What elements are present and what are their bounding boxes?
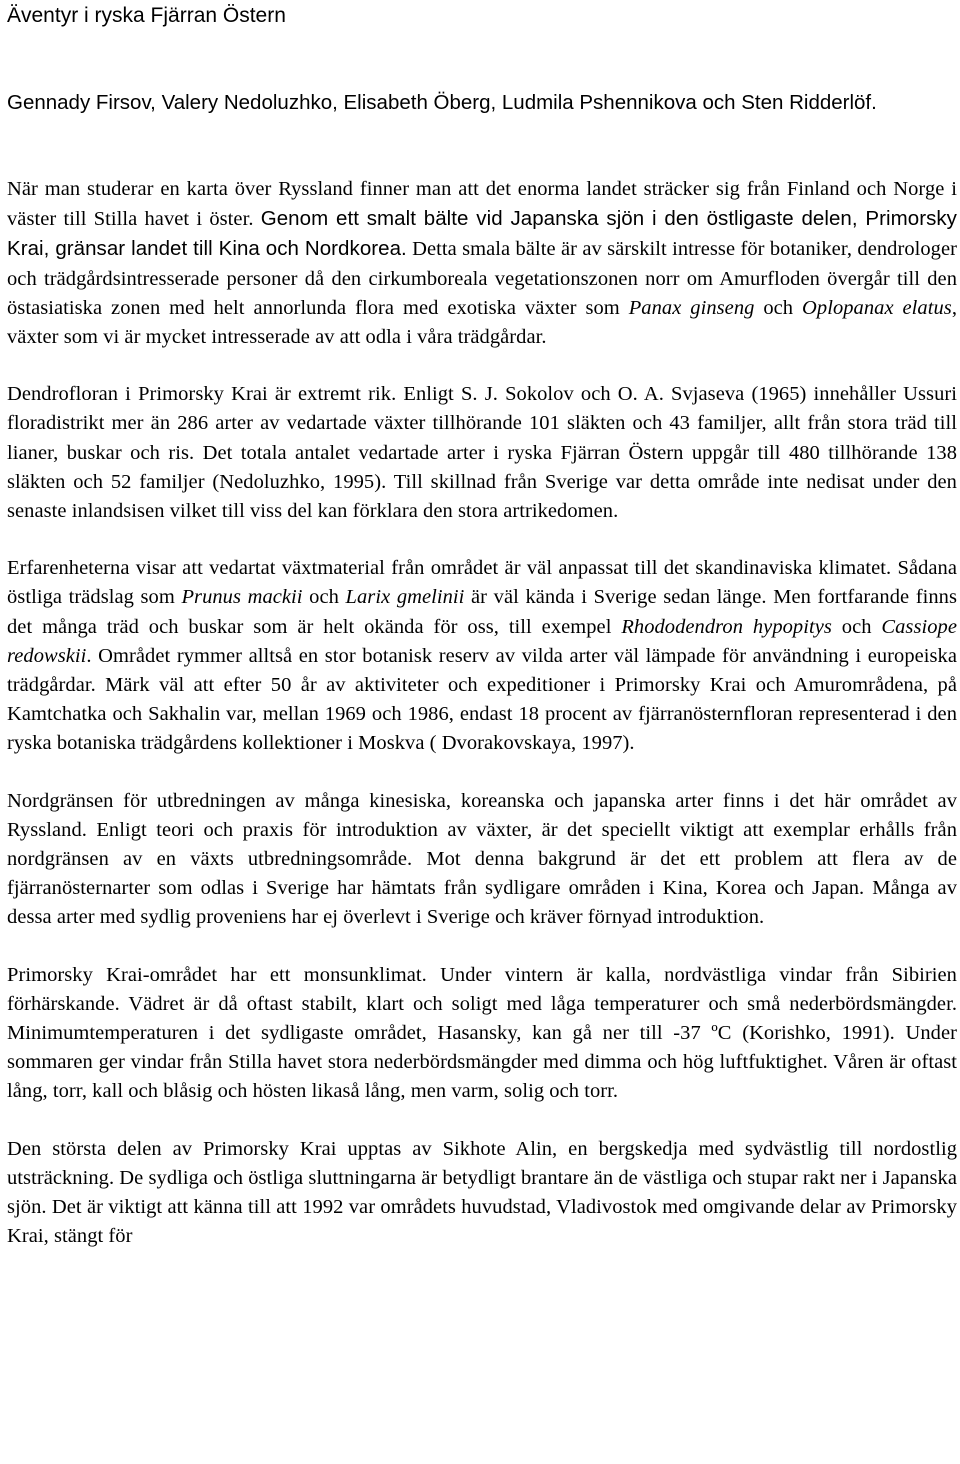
document-title: Äventyr i ryska Fjärran Östern [7,4,286,27]
paragraph-experience-part-a: Erfarenheterna visar att vedartat växtmaterial från området är väl anpassat till det skandinaviska klimatet. Sådana östliga trädslag som [7,557,957,609]
paragraph-intro [7,175,957,352]
paragraph-intro-part-a: När man studerar en karta över Ryssland finner man att det enorma landet sträcker sig från Finland och Norge i väster till Stilla havet i öster. [7,178,957,231]
paragraph-experience [7,554,957,758]
paragraph-intro-part-c: Detta smala bälte är av särskilt intresse för botaniker, dendrologer och trädgårdsintresserade personer då den cirkumboreala vegetationszonen norr om Amurfloden övergår till den östasiatiska zonen med helt annorlunda flora med exotiska växter som [7,238,957,319]
paragraph-dendroflora: Dendrofloran i Primorsky Krai är extremt rik. Enligt S. J. Sokolov och O. A. Svjaseva (1965) innehåller Ussuri floradistrikt mer än 286 arter av vedartade växter tillhörande 101 släkten och 43 familjer, allt från stora träd till lianer, buskar och ris. Det totala antalet vedartade arter i ryska Fjärran Östern uppgår till 480 tillhörande 138 släkten och 52 familjer (Nedoluzhko, 1995). Till skillnad från Sverige var detta område inte nedisat under den senaste inlandsisen vilket till viss del kan förklara den stora artrikedomen. [7,383,957,523]
paragraph-intro-part-e: , växter som vi är mycket intresserade av att odla i våra trädgårdar. [7,296,957,349]
paragraph-sikhote-alin: Den största delen av Primorsky Krai upptas av Sikhote Alin, en bergskedja med sydvästlig till nordostlig utsträckning. De sydliga och östliga sluttningarna är betydligt brantare än de västliga och stupar rakt ner i Japanska sjön. Det är viktigt att känna till att 1992 var områdets huvudstad, Vladivostok med omgivande delar av Primorsky Krai, stängt för [7,1137,957,1248]
paragraph-intro-part-d: och [754,296,803,319]
paragraph-experience-part-c: är väl kända i Sverige sedan länge. Men fortfarande finns det många träd och buskar som är helt okända för oss, till exempel [7,586,957,638]
species-cassiope-redowskii: Cassiope redowskii [7,615,957,667]
species-oplopanax-elatus: Oplopanax elatus [802,296,952,319]
species-panax-ginseng: Panax ginseng [628,296,755,319]
paragraph-northern-limit: Nordgränsen för utbredningen av många kinesiska, koreanska och japanska arter finns i det här området av Ryssland. Enligt teori och praxis för introduktion av växter, är det speciellt viktigt att exemplar erhålls från nordgränsen av en växts utbredningsområde. Mot denna bakgrund är det ett problem att flera av de fjärranösternarter som odlas i Sverige har hämtats från sydligare områden i Kina, Korea och Japan. Många av dessa arter med sydlig proveniens har ej överlevt i Sverige och kräver förnyad introduktion. [7,789,957,929]
paragraph-experience-part-e: . Området rymmer alltså en stor botanisk reserv av vilda arter väl lämpade för användning i europeiska trädgårdar. Märk väl att efter 50 år av aktiviteter och expeditioner i Primorsky Krai och Amurområdena, på Kamtchatka och Sakhalin var, mellan 1969 och 1986, endast 18 procent av fjärranösternfloran representerad i den ryska botaniska trädgårdens kollektioner i Moskva ( Dvorakovskaya, 1997). [7,644,957,755]
paragraph-experience-part-d: och [831,615,882,638]
document-page [7,0,957,1252]
species-larix-gmelinii: Larix gmelinii [345,586,465,609]
species-rhododendron-hypopitys: Rhododendron hypopitys [621,615,832,638]
paragraph-experience-part-b: och [302,586,346,609]
paragraph-climate: Primorsky Krai-området har ett monsunklimat. Under vintern är kalla, nordvästliga vindar från Sibirien förhärskande. Vädret är då oftast stabilt, klart och soligt med låga temperaturer och små nederbördsmängder. Minimumtemperaturen i det sydligaste området, Hasansky, kan gå ner till -37 ºC (Korishko, 1991). Under sommaren ger vindar från Stilla havet stora nederbördsmängder med dimma och hög luftfuktighet. Våren är oftast lång, torr, kall och blåsig och hösten likaså lång, men varm, solig och torr. [7,963,957,1103]
paragraph-intro-part-b: Genom ett smalt bälte vid Japanska sjön i den östligaste delen, Primorsky Krai, gränsar landet till Kina och Nordkorea. [7,207,957,261]
species-prunus-mackii: Prunus mackii [181,586,303,609]
authors-line: Gennady Firsov, Valery Nedoluzhko, Elisabeth Öberg, Ludmila Pshennikova och Sten Ridderlöf. [7,91,877,114]
